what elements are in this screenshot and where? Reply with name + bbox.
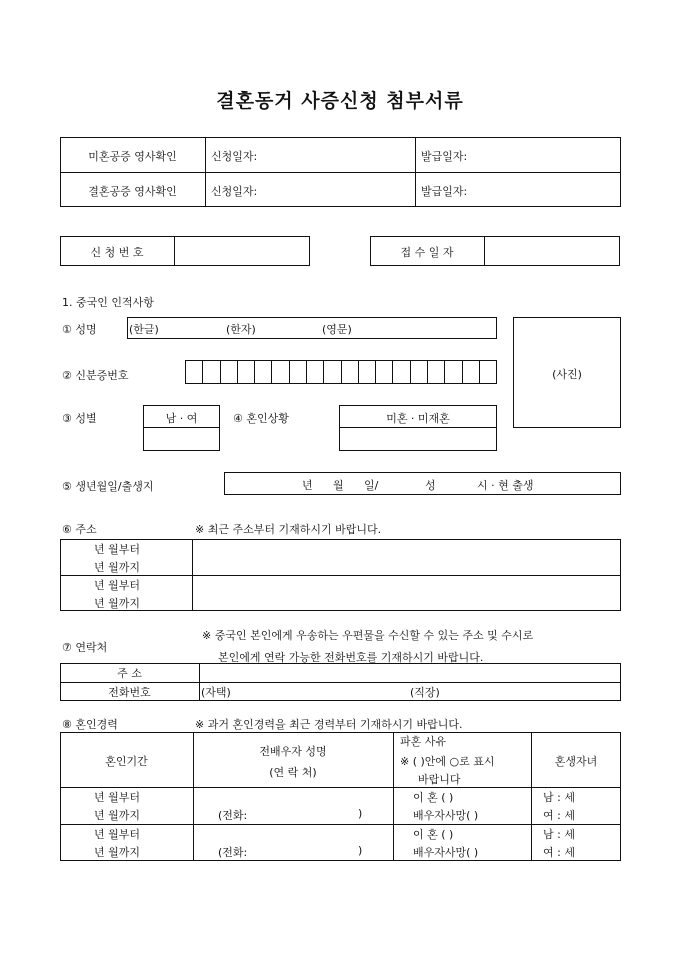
id-digit-cell[interactable] bbox=[254, 361, 271, 383]
to-label: 년 월까지 bbox=[94, 809, 141, 822]
consul-row-label: 결혼공증 영사확인 bbox=[88, 185, 177, 198]
marital-options: 미혼 · 미재혼 bbox=[386, 412, 450, 425]
header-reason: 파혼 사유 bbox=[400, 735, 447, 748]
name-label: ① 성명 bbox=[62, 323, 97, 336]
month-label: 월 bbox=[333, 479, 344, 492]
id-digit-cell[interactable] bbox=[202, 361, 219, 383]
application-number-label: 신 청 번 호 bbox=[90, 246, 144, 259]
apply-date-field[interactable]: 신청일자: bbox=[211, 150, 258, 163]
header-period: 혼인기간 bbox=[105, 755, 148, 768]
from-label: 년 월부터 bbox=[94, 543, 141, 556]
photo-label: (사진) bbox=[552, 368, 582, 381]
from-label: 년 월부터 bbox=[94, 579, 141, 592]
marriage-history-note: ※ 과거 혼인경력을 최근 경력부터 기재하시기 바랍니다. bbox=[195, 718, 463, 731]
id-digit-cell[interactable] bbox=[375, 361, 392, 383]
id-digit-cell[interactable] bbox=[392, 361, 409, 383]
son-field[interactable]: 남 : 세 bbox=[543, 828, 575, 841]
marital-label: ④ 혼인상황 bbox=[233, 412, 289, 425]
contact-section-label: ⑦ 연락처 bbox=[62, 641, 108, 654]
daughter-field[interactable]: 여 : 세 bbox=[543, 809, 575, 822]
hangul-label: (한글) bbox=[129, 323, 159, 336]
header-reason-note-2: 바랍니다 bbox=[418, 773, 461, 786]
home-phone-field[interactable]: (자택) bbox=[201, 686, 231, 699]
id-digit-cell[interactable] bbox=[289, 361, 306, 383]
page-title: 결혼동거 사증신청 첨부서류 bbox=[216, 90, 464, 112]
name-field[interactable] bbox=[127, 317, 497, 339]
id-digit-cell[interactable] bbox=[271, 361, 288, 383]
id-digit-cell[interactable] bbox=[427, 361, 444, 383]
address-section-label: ⑥ 주소 bbox=[62, 523, 97, 536]
phone-close: ) bbox=[358, 844, 363, 857]
id-digit-cell[interactable] bbox=[358, 361, 375, 383]
sex-label: ③ 성별 bbox=[62, 412, 97, 425]
spouse-death-option[interactable]: 배우자사망( ) bbox=[413, 846, 479, 859]
contact-note-1: ※ 중국인 본인에게 우송하는 우편물을 수신할 수 있는 주소 및 수시로 bbox=[202, 629, 534, 642]
receipt-date-label: 접 수 일 자 bbox=[400, 246, 454, 259]
section-1-heading: 1. 중국인 인적사항 bbox=[62, 296, 154, 309]
from-label: 년 월부터 bbox=[94, 828, 141, 841]
header-children: 혼생자녀 bbox=[554, 755, 598, 768]
id-digit-cell[interactable] bbox=[306, 361, 323, 383]
address-note: ※ 최근 주소부터 기재하시기 바랍니다. bbox=[195, 523, 382, 536]
english-label: (영문) bbox=[322, 323, 352, 336]
id-digit-cell[interactable] bbox=[462, 361, 479, 383]
divorce-option[interactable]: 이 혼 ( ) bbox=[413, 828, 454, 841]
work-phone-field[interactable]: (직장) bbox=[410, 686, 440, 699]
header-spouse: 전배우자 성명 bbox=[259, 745, 327, 758]
header-reason-note: ※ ( )안에 ○로 표시 bbox=[400, 755, 495, 768]
spouse-death-option[interactable]: 배우자사망( ) bbox=[413, 809, 479, 822]
id-number-label: ② 신분증번호 bbox=[62, 369, 129, 382]
contact-note-2: 본인에게 연락 가능한 전화번호를 기재하시기 바랍니다. bbox=[218, 651, 484, 664]
id-digit-cell[interactable] bbox=[444, 361, 461, 383]
birth-field[interactable] bbox=[224, 472, 621, 495]
city-label: 시 · 현 출생 bbox=[477, 479, 534, 492]
phone-label: 전화번호 bbox=[108, 686, 151, 699]
daughter-field[interactable]: 여 : 세 bbox=[543, 846, 575, 859]
phone-field[interactable]: (전화: bbox=[218, 809, 248, 822]
to-label: 년 월까지 bbox=[94, 846, 141, 859]
day-label: 일/ bbox=[364, 479, 379, 492]
phone-close: ) bbox=[358, 807, 363, 820]
id-digit-cell[interactable] bbox=[323, 361, 340, 383]
address-label: 주 소 bbox=[117, 667, 142, 680]
province-label: 성 bbox=[425, 479, 436, 492]
header-contact: (연 락 처) bbox=[269, 766, 317, 779]
birth-label: ⑤ 생년월일/출생지 bbox=[62, 480, 154, 493]
phone-field[interactable]: (전화: bbox=[218, 846, 248, 859]
apply-date-field[interactable]: 신청일자: bbox=[211, 185, 258, 198]
sex-options: 남 · 여 bbox=[165, 412, 198, 425]
id-digit-cell[interactable] bbox=[410, 361, 427, 383]
issue-date-field[interactable]: 발급일자: bbox=[421, 150, 468, 163]
id-number-grid[interactable] bbox=[185, 360, 497, 384]
son-field[interactable]: 남 : 세 bbox=[543, 791, 575, 804]
year-label: 년 bbox=[302, 479, 313, 492]
divorce-option[interactable]: 이 혼 ( ) bbox=[413, 791, 454, 804]
to-label: 년 월까지 bbox=[94, 561, 141, 574]
from-label: 년 월부터 bbox=[94, 791, 141, 804]
issue-date-field[interactable]: 발급일자: bbox=[421, 185, 468, 198]
marriage-history-label: ⑧ 혼인경력 bbox=[62, 718, 118, 731]
id-digit-cell[interactable] bbox=[341, 361, 358, 383]
consul-row-label: 미혼공증 영사확인 bbox=[88, 150, 177, 163]
id-digit-cell[interactable] bbox=[186, 361, 202, 383]
to-label: 년 월까지 bbox=[94, 597, 141, 610]
id-digit-cell[interactable] bbox=[220, 361, 237, 383]
hanja-label: (한자) bbox=[226, 323, 256, 336]
id-digit-cell[interactable] bbox=[479, 361, 496, 383]
id-digit-cell[interactable] bbox=[237, 361, 254, 383]
